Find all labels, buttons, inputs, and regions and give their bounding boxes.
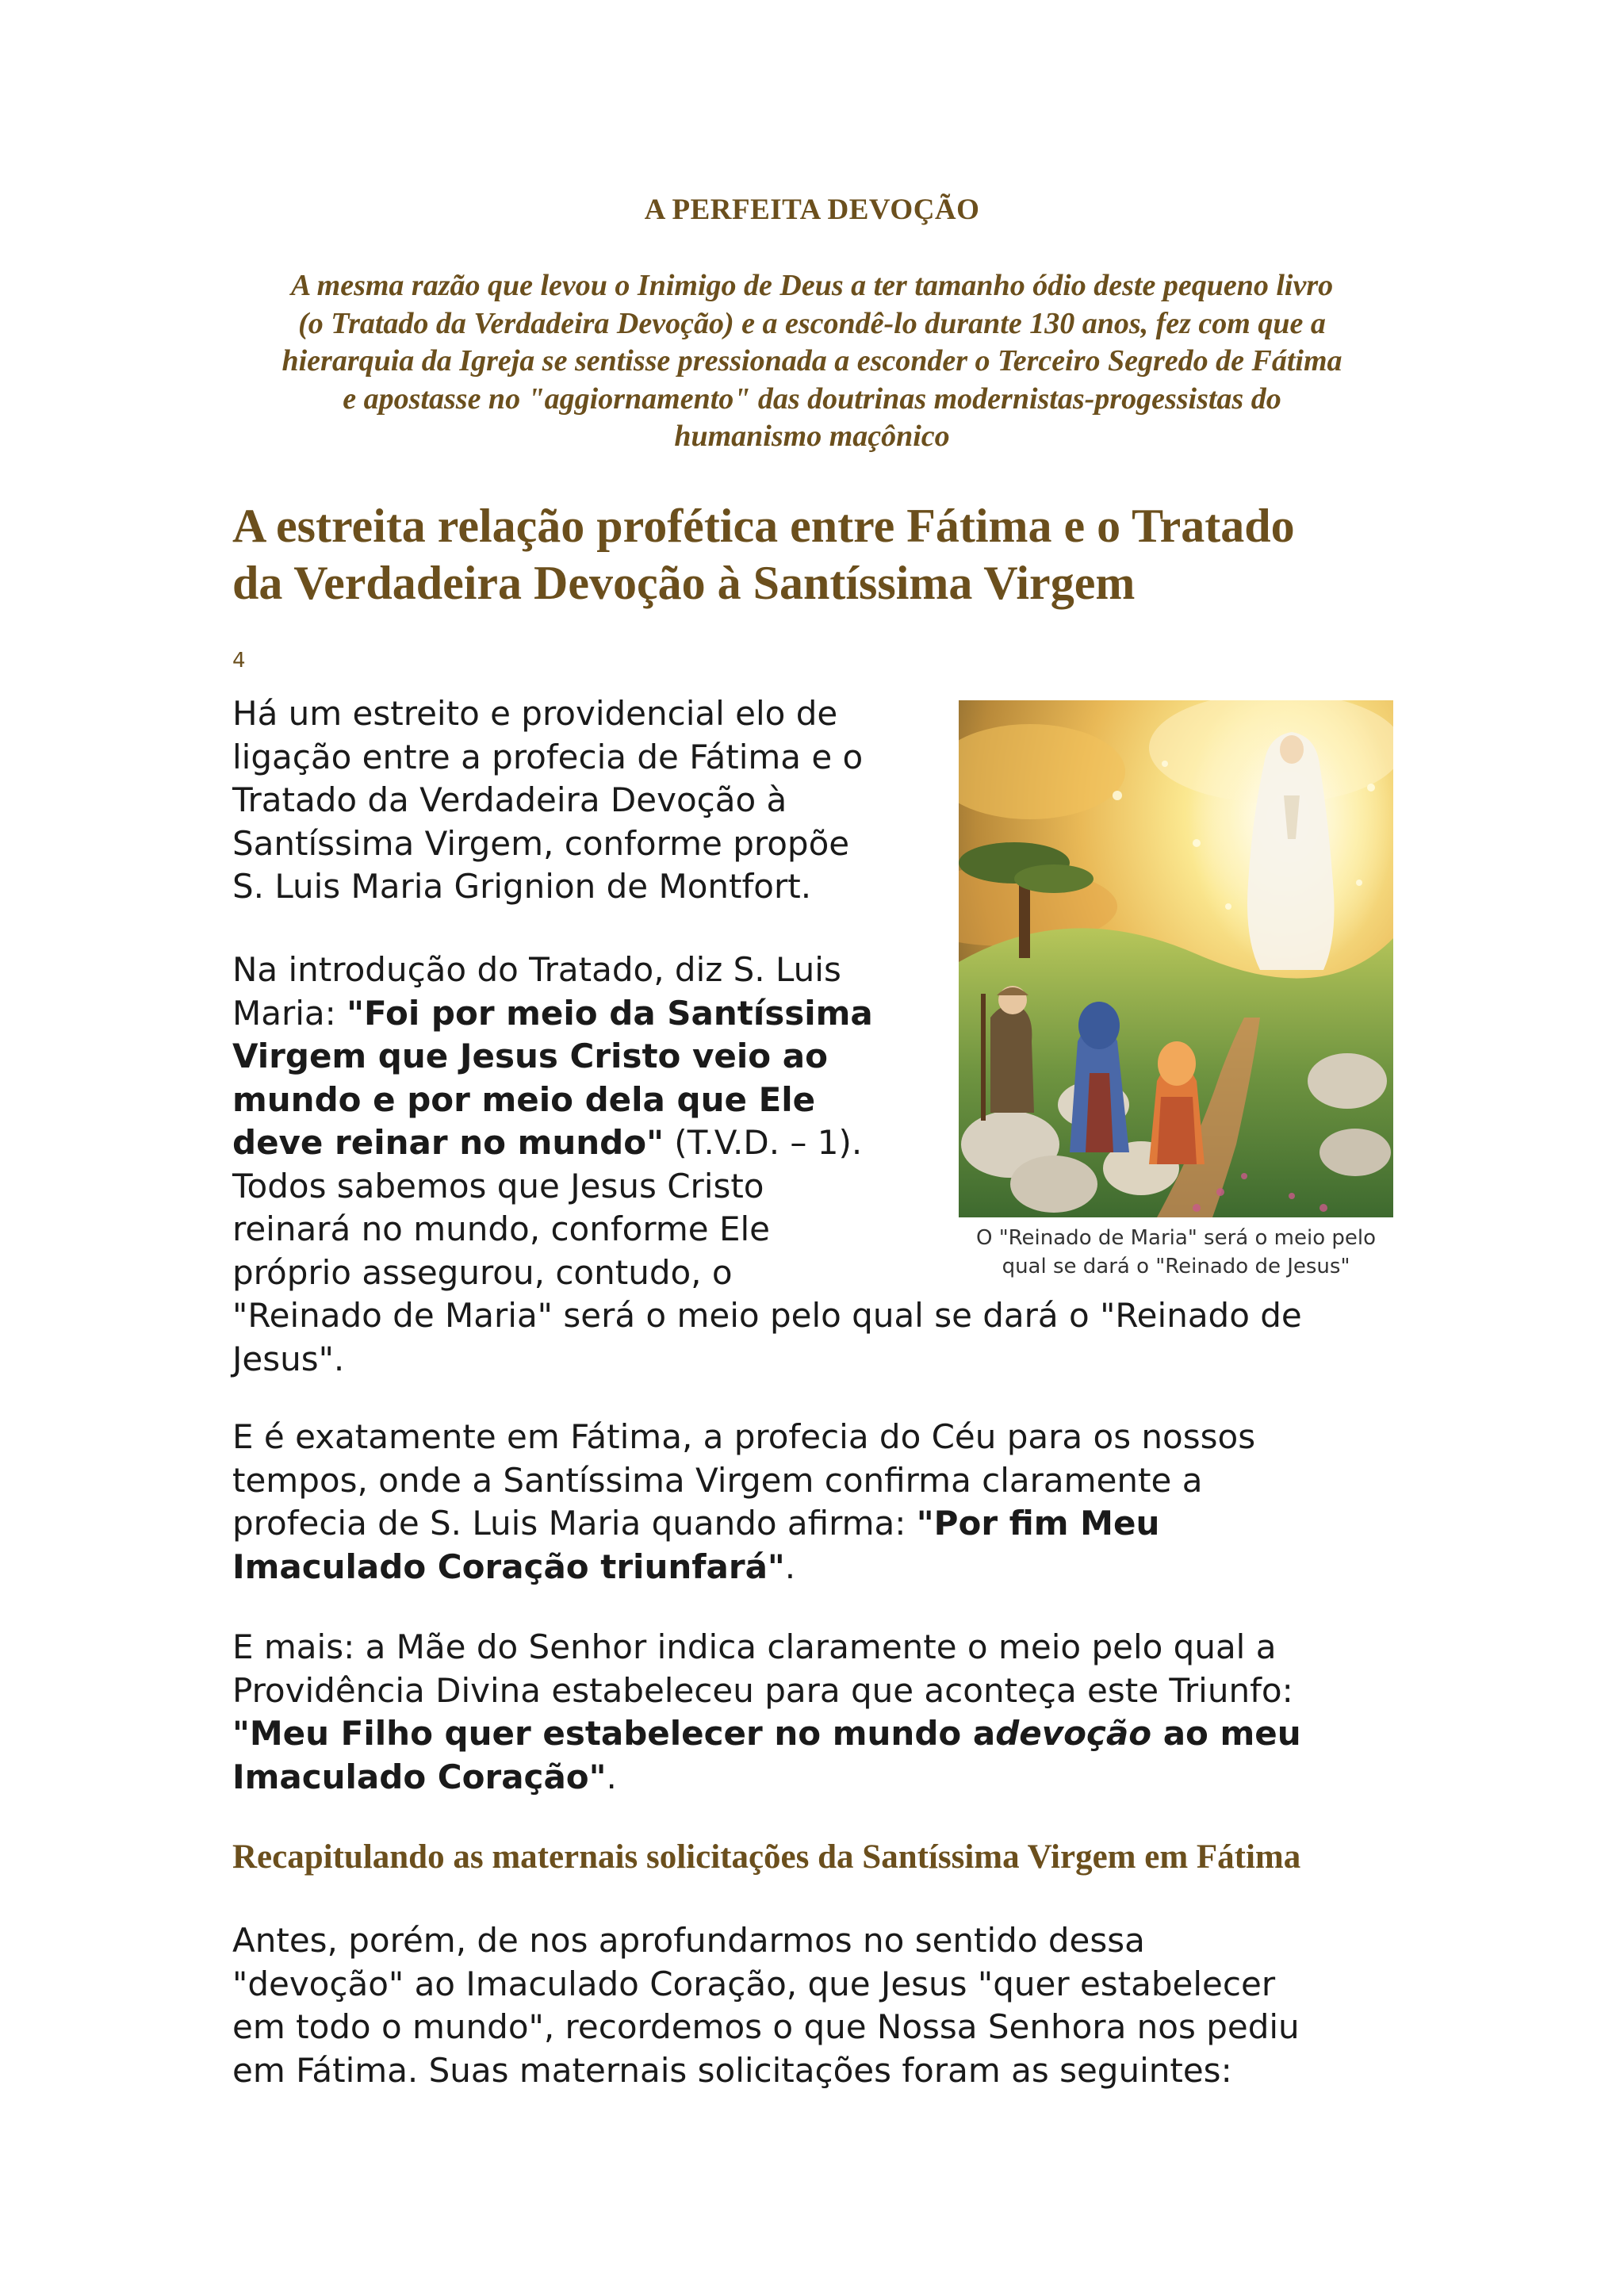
caption-line: O "Reinado de Maria" será o meio pelo: [975, 1226, 1377, 1250]
text-line: reinará no mundo, conforme Ele: [232, 1209, 771, 1248]
text-line: em todo o mundo", recordemos o que Nossa Senhora nos pediu: [232, 2007, 1300, 2046]
quote-bold: Imaculado Coração triunfará": [232, 1547, 785, 1586]
document-title: A PERFEITA DEVOÇÃO: [644, 194, 980, 226]
paragraph-fatima-prophecy: [232, 1416, 1398, 1589]
quote-bold: "Por fim Meu: [916, 1504, 1160, 1543]
text-line: ligação entre a profecia de Fátima e o: [232, 737, 864, 776]
text-line: E mais: a Mãe do Senhor indica claramente o meio pelo qual a: [232, 1627, 1277, 1666]
paragraph-intro: [232, 692, 930, 909]
text-line: próprio assegurou, contudo, o: [232, 1252, 733, 1292]
page-number: 4: [232, 649, 246, 673]
text-line: Tratado da Verdadeira Devoção à: [232, 780, 787, 819]
heading-line: da Verdadeira Devoção à Santíssima Virgem: [232, 557, 1136, 609]
text-line: [232, 1546, 1398, 1589]
text-run: .: [784, 1547, 796, 1586]
section-heading: Recapitulando as maternais solicitações da Santíssima Virgem em Fátima: [232, 1838, 1301, 1876]
quote-bold: "Foi por meio da Santíssima: [347, 993, 873, 1033]
article-heading: [232, 497, 1422, 611]
text-line: Todos sabemos que Jesus Cristo: [232, 1166, 764, 1205]
apparition-painting-art: [959, 700, 1393, 1217]
document-subtitle: [226, 267, 1398, 456]
subtitle-line: (o Tratado da Verdadeira Devoção) e a escondê-lo durante 130 anos, fez com que a: [298, 306, 1326, 340]
text-line: Há um estreito e providencial elo de: [232, 694, 838, 733]
heading-line: A estreita relação profética entre Fátima e o Tratado: [232, 500, 1295, 552]
quote-bold: "Meu Filho quer estabelecer no mundo a: [232, 1714, 996, 1753]
paragraph-recap: [232, 1919, 1398, 2092]
text-line: S. Luis Maria Grignion de Montfort.: [232, 867, 812, 906]
apparition-painting: [959, 700, 1393, 1217]
text-line: [232, 1502, 1398, 1546]
subtitle-line: hierarquia da Igreja se sentisse pressionada a esconder o Terceiro Segredo de Fátima: [282, 344, 1342, 378]
text-line: em Fátima. Suas maternais solicitações foram as seguintes:: [232, 2050, 1232, 2090]
figure-caption: [948, 1224, 1404, 1281]
text-line: E é exatamente em Fátima, a profecia do Céu para os nossos: [232, 1417, 1256, 1456]
quote-bold-line: mundo e por meio dela que Ele: [232, 1079, 816, 1119]
text-run: profecia de S. Luis Maria quando afirma:: [232, 1504, 917, 1543]
text-line: Antes, porém, de nos aprofundarmos no sentido dessa: [232, 1921, 1145, 1960]
text-line: [232, 1712, 1398, 1756]
text-run: .: [606, 1757, 617, 1796]
quote-bold: ao meu: [1151, 1714, 1301, 1753]
text-line: tempos, onde a Santíssima Virgem confirma claramente a: [232, 1460, 1203, 1500]
subtitle-line: humanismo maçônico: [674, 420, 950, 453]
quote-bold-line: Virgem que Jesus Cristo veio ao: [232, 1037, 828, 1075]
subtitle-line: e apostasse no "aggiornamento" das doutrinas modernistas-progessistas do: [343, 381, 1281, 416]
citation: (T.V.D. – 1).: [663, 1123, 863, 1162]
subtitle-line: A mesma razão que levou o Inimigo de Deus a ter tamanho ódio deste pequeno livro: [290, 269, 1334, 302]
text-line: Providência Divina estabeleceu para que aconteça este Triunfo:: [232, 1670, 1293, 1710]
paragraph-devotion: [232, 1626, 1398, 1799]
caption-line: qual se dará o "Reinado de Jesus": [1002, 1255, 1350, 1278]
text-line: "devoção" ao Imaculado Coração, que Jesus "quer estabelecer: [232, 1964, 1276, 2003]
text-line: Na introdução do Tratado, diz S. Luis: [232, 950, 841, 989]
text-line: Santíssima Virgem, conforme propõe: [232, 823, 850, 863]
text-line: [232, 1756, 1398, 1800]
quote-bold: deve reinar no mundo": [232, 1123, 664, 1162]
text-line: "Reinado de Maria" será o meio pelo qual se dará o "Reinado de: [232, 1296, 1302, 1335]
quote-bold-italic: devoção: [995, 1714, 1152, 1753]
text-run: Maria:: [232, 993, 347, 1033]
text-line: Jesus".: [232, 1339, 345, 1378]
quote-bold: Imaculado Coração": [232, 1757, 607, 1796]
